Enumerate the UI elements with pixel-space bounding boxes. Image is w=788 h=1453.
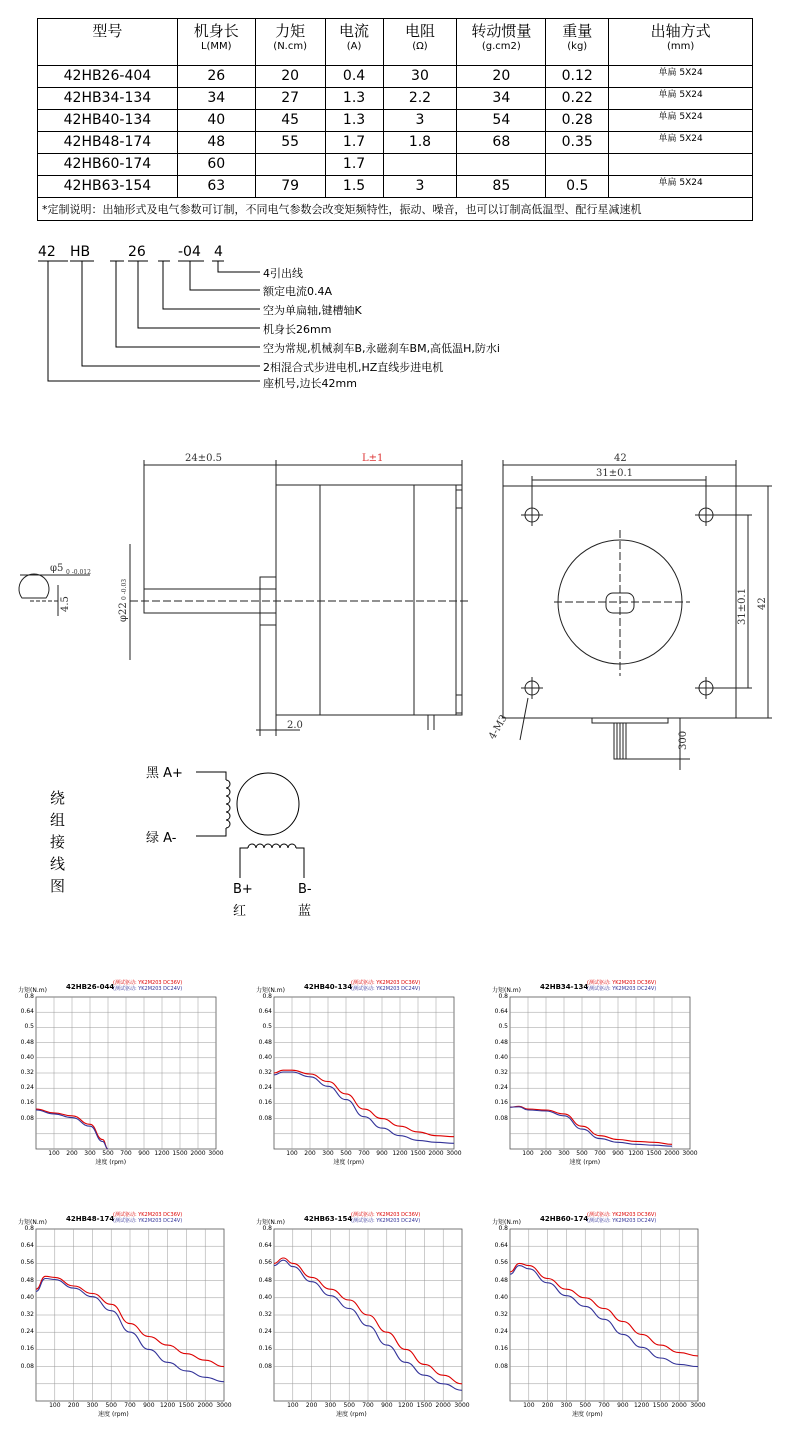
chart-title: 42HB34-134 [540,983,589,991]
x-tick-label: 1500 [646,1150,662,1157]
wiring-diagram [0,760,788,910]
cell: 1.7 [325,132,383,154]
x-tick-label: 300 [560,1402,573,1409]
y-tick-label: 0.64 [494,1008,508,1016]
x-axis-label: 速度 (rpm) [95,1159,127,1166]
dim-flat: 4.5 [60,596,71,612]
cell: 54 [457,110,546,132]
y-tick-label: 0.16 [20,1099,34,1107]
cell: 1.8 [383,132,457,154]
chart-ytitle: 力矩(N.m) [256,1219,285,1226]
chart-title: 42HB48-174 [66,1215,115,1223]
x-tick-label: 3000 [454,1402,470,1409]
motor-body-side [276,485,462,715]
cell: 3 [383,110,457,132]
x-tick-label: 1200 [633,1402,650,1409]
y-tick-label: 0.64 [258,1242,272,1250]
y-tick-label: 0.16 [494,1345,508,1353]
chart-ytitle: 力矩(N.m) [18,1219,47,1226]
y-tick-label: 0.32 [20,1311,34,1318]
y-tick-label: 0.32 [258,1069,272,1076]
y-tick-label: 0.64 [258,1008,272,1016]
y-tick-label: 0.8 [498,993,508,1000]
y-tick-label: 0.40 [494,1293,508,1301]
cell: 0.22 [546,88,609,110]
dim-height: 42 [757,597,768,610]
code-legend-item: 座机号,边长42mm [263,377,357,390]
y-tick-label: 0.24 [20,1328,34,1336]
wiring-title: 绕组接线图 [50,789,66,895]
y-tick-label: 0.08 [494,1114,508,1122]
cell: 68 [457,132,546,154]
code-leader-lines [0,0,300,150]
x-tick-label: 900 [376,1150,388,1157]
x-axis-label: 速度 (rpm) [98,1411,129,1418]
chart-plot [256,1215,464,1425]
chart-ytitle: 力矩(N.m) [492,987,521,994]
x-tick-label: 100 [287,1402,299,1409]
y-tick-label: 0.5 [24,1023,34,1031]
legend-blue: (测试驱动: YK2M203 DC24V) [351,986,421,992]
x-tick-label: 200 [66,1150,78,1157]
code-legend-item: 空为常规,机械刹车B,永磁刹车BM,高低温H,防水i [263,342,500,355]
x-axis-label: 速度 (rpm) [336,1411,367,1418]
y-tick-label: 0.24 [258,1328,272,1336]
chart-plot [492,1215,700,1425]
dim-holes: 4-M3 [487,713,510,742]
cell-model: 42HB26-404 [38,66,178,88]
x-tick-label: 100 [523,1402,535,1409]
cell: 26 [177,66,255,88]
y-tick-label: 0.48 [20,1038,34,1046]
x-tick-label: 1200 [628,1150,644,1157]
motor-drawing [0,440,788,780]
x-tick-label: 700 [362,1402,374,1409]
x-tick-label: 3000 [208,1150,224,1157]
cell-shaft [609,154,753,176]
dim-boss: φ22 [118,602,129,622]
wire-b-plus: B+ [233,882,253,897]
x-tick-label: 700 [594,1150,606,1157]
y-tick-label: 0.08 [494,1362,508,1370]
x-axis-label: 速度 (rpm) [333,1159,365,1166]
x-axis-label: 速度 (rpm) [572,1411,603,1418]
code-part-leads: 4 [214,244,223,260]
x-tick-label: 300 [322,1150,334,1157]
header-cell: 力矩 (N.cm) [255,19,325,66]
y-tick-label: 0.64 [20,1242,34,1250]
cell: 20 [457,66,546,88]
torque-chart [18,980,224,1173]
dim-shaft-length: 24±0.5 [185,453,223,464]
legend-blue: (测试驱动: YK2M203 DC24V) [351,1218,421,1224]
torque-chart [256,1212,470,1425]
y-tick-label: 0.8 [24,1225,34,1232]
dim-width: 42 [614,453,627,464]
code-part-current: -04 [178,244,201,260]
x-tick-label: 2000 [435,1402,451,1409]
x-tick-label: 3000 [690,1402,706,1409]
wire-a-minus: 绿 A- [146,831,177,846]
x-tick-label: 500 [340,1150,352,1157]
legend-blue: (测试驱动: YK2M203 DC24V) [587,1218,657,1224]
y-tick-label: 0.16 [494,1099,508,1107]
x-tick-label: 1200 [392,1150,408,1157]
x-tick-label: 1500 [410,1150,426,1157]
x-tick-label: 1200 [159,1402,176,1409]
dim-hole-pitch: 31±0.1 [596,468,634,479]
torque-chart [492,1212,706,1425]
chart-ytitle: 力矩(N.m) [492,1219,521,1226]
chart-ytitle: 力矩(N.m) [18,987,47,994]
x-tick-label: 200 [305,1402,318,1409]
cell-model: 42HB40-134 [38,110,178,132]
cell-model: 42HB48-174 [38,132,178,154]
torque-chart [492,980,698,1173]
y-tick-label: 0.24 [494,1328,508,1336]
cell: 60 [177,154,255,176]
x-tick-label: 500 [579,1402,591,1409]
x-tick-label: 1500 [416,1402,433,1409]
header-cell: 转动惯量 (g.cm2) [457,19,546,66]
y-tick-label: 0.32 [258,1311,272,1318]
x-tick-label: 100 [49,1402,61,1409]
y-tick-label: 0.48 [20,1276,34,1284]
y-tick-label: 0.16 [20,1345,34,1353]
x-tick-label: 500 [576,1150,588,1157]
cell: 0.28 [546,110,609,132]
x-tick-label: 2000 [190,1150,206,1157]
x-tick-label: 3000 [446,1150,462,1157]
legend-red: (测试驱动: YK2M203 DC36V) [587,1212,657,1218]
x-tick-label: 200 [304,1150,316,1157]
code-part-length: 26 [128,244,146,260]
chart-title: 42HB26-044 [66,983,115,991]
y-tick-label: 0.56 [494,1259,508,1267]
torque-chart [256,980,462,1173]
x-tick-label: 700 [124,1402,136,1409]
cell-model: 42HB60-174 [38,154,178,176]
y-tick-label: 0.32 [494,1069,508,1076]
wire-b-minus-color: 蓝 [298,904,312,919]
y-tick-label: 0.5 [498,1023,508,1031]
y-tick-label: 0.08 [258,1362,272,1370]
cell: 0.4 [325,66,383,88]
series-line [510,1107,672,1146]
header-cell: 重量 (kg) [546,19,609,66]
y-tick-label: 0.40 [494,1053,508,1061]
cell: 20 [255,66,325,88]
x-tick-label: 1500 [178,1402,195,1409]
x-tick-label: 500 [105,1402,117,1409]
chart-title: 42HB60-174 [540,1215,589,1223]
x-tick-label: 1500 [652,1402,669,1409]
x-tick-label: 900 [612,1150,624,1157]
cell: 1.3 [325,88,383,110]
y-tick-label: 0.16 [258,1099,272,1107]
wire-b-minus: B- [298,882,312,897]
cell: 0.35 [546,132,609,154]
y-tick-label: 0.56 [20,1259,34,1267]
x-tick-label: 100 [286,1150,298,1157]
y-tick-label: 0.5 [262,1023,272,1031]
dim-lead-length: 300 [678,730,689,750]
cell: 27 [255,88,325,110]
y-tick-label: 0.40 [20,1293,34,1301]
y-tick-label: 0.8 [498,1225,508,1232]
x-tick-label: 100 [48,1150,60,1157]
wire-a-plus: 黑 A+ [146,766,183,781]
cell [546,154,609,176]
dim-body-length: L±1 [362,453,384,464]
y-tick-label: 0.64 [494,1242,508,1250]
y-tick-label: 0.48 [494,1276,508,1284]
rotor-circle [237,773,299,835]
y-tick-label: 0.40 [258,1053,272,1061]
y-tick-label: 0.40 [20,1053,34,1061]
cell-shaft: 单扁 5X24 [609,66,753,88]
cell: 85 [457,176,546,198]
cell: 1.5 [325,176,383,198]
x-tick-label: 500 [343,1402,355,1409]
x-tick-label: 3000 [682,1150,698,1157]
table-row [38,154,753,176]
cell: 40 [177,110,255,132]
chart-plot [18,1215,226,1425]
legend-red: (测试驱动: YK2M203 DC36V) [587,980,657,986]
legend-red: (测试驱动: YK2M203 DC36V) [113,1212,183,1218]
header-cell: 电流 (A) [325,19,383,66]
x-tick-label: 700 [358,1150,370,1157]
y-tick-label: 0.08 [20,1362,34,1370]
cell: 48 [177,132,255,154]
x-tick-label: 900 [381,1402,393,1409]
x-tick-label: 2000 [671,1402,687,1409]
cell-shaft: 单扁 5X24 [609,110,753,132]
x-tick-label: 900 [138,1150,150,1157]
header-cell: 电阻 (Ω) [383,19,457,66]
dim-boss-height: 2.0 [287,720,303,731]
dim-hole-pitch-v: 31±0.1 [737,587,748,625]
code-legend-item: 机身长26mm [263,323,332,336]
table-row [38,176,753,198]
legend-red: (测试驱动: YK2M203 DC36V) [351,1212,421,1218]
cell: 2.2 [383,88,457,110]
x-tick-label: 300 [324,1402,337,1409]
x-tick-label: 700 [120,1150,132,1157]
y-tick-label: 0.64 [20,1008,34,1016]
y-tick-label: 0.8 [24,993,34,1000]
x-tick-label: 900 [143,1402,155,1409]
x-tick-label: 900 [617,1402,629,1409]
legend-blue: (测试驱动: YK2M203 DC24V) [113,986,183,992]
cell-shaft: 单扁 5X24 [609,132,753,154]
y-tick-label: 0.08 [258,1114,272,1122]
cell: 45 [255,110,325,132]
code-legend-item: 空为单扁轴,键槽轴K [263,304,362,317]
cell [255,154,325,176]
cell-shaft: 单扁 5X24 [609,176,753,198]
header-cell: 出轴方式 (mm) [609,19,753,66]
y-tick-label: 0.24 [258,1084,272,1092]
cell: 1.7 [325,154,383,176]
y-tick-label: 0.24 [494,1084,508,1092]
chart-plot [492,983,692,1173]
cell-shaft: 单扁 5X24 [609,88,753,110]
x-axis-label: 速度 (rpm) [569,1159,601,1166]
cell: 0.5 [546,176,609,198]
y-tick-label: 0.32 [494,1311,508,1318]
legend-red: (测试驱动: YK2M203 DC36V) [113,980,183,986]
code-part-frame: 42 [38,244,56,260]
y-tick-label: 0.56 [258,1259,272,1267]
y-tick-label: 0.48 [258,1038,272,1046]
cell: 30 [383,66,457,88]
chart-ytitle: 力矩(N.m) [256,987,285,994]
y-tick-label: 0.48 [494,1038,508,1046]
chart-title: 42HB40-134 [304,983,353,991]
custom-note: *定制说明：出轴形式及电气参数可订制，不同电气参数会改变矩频特性，振动、噪音，也可以订制高低温型、配行星减速机 [38,198,753,221]
cell: 34 [177,88,255,110]
torque-chart [18,1212,232,1425]
header-cell: 机身长 L(MM) [177,19,255,66]
code-legend-item: 额定电流0.4A [263,285,333,298]
y-tick-label: 0.40 [258,1293,272,1301]
x-tick-label: 2000 [664,1150,680,1157]
x-tick-label: 2000 [197,1402,213,1409]
cell [383,154,457,176]
cell: 1.3 [325,110,383,132]
dim-shaft-dia: φ5 [50,563,64,574]
x-tick-label: 3000 [216,1402,232,1409]
cell: 79 [255,176,325,198]
y-tick-label: 0.8 [262,1225,272,1232]
x-tick-label: 700 [598,1402,610,1409]
cell: 63 [177,176,255,198]
legend-blue: (测试驱动: YK2M203 DC24V) [113,1218,183,1224]
chart-plot [18,983,218,1173]
cell: 3 [383,176,457,198]
table-note-row [38,198,753,221]
x-tick-label: 1200 [154,1150,170,1157]
cell: 55 [255,132,325,154]
cell [457,154,546,176]
cell-model: 42HB63-154 [38,176,178,198]
x-tick-label: 200 [67,1402,80,1409]
x-tick-label: 2000 [428,1150,444,1157]
series-line [510,1106,672,1144]
cell-model: 42HB34-134 [38,88,178,110]
x-tick-label: 1200 [397,1402,414,1409]
x-tick-label: 200 [541,1402,554,1409]
code-part-type: HB [70,244,91,260]
y-tick-label: 0.08 [20,1114,34,1122]
legend-red: (测试驱动: YK2M203 DC36V) [351,980,421,986]
y-tick-label: 0.24 [20,1084,34,1092]
code-legend-item: 4引出线 [263,267,303,280]
x-tick-label: 500 [102,1150,114,1157]
y-tick-label: 0.16 [258,1345,272,1353]
wire-b-plus-color: 红 [233,904,247,919]
y-tick-label: 0.32 [20,1069,34,1076]
dim-shaft-tol: 0 -0.012 [66,569,91,576]
x-tick-label: 1500 [172,1150,188,1157]
legend-blue: (测试驱动: YK2M203 DC24V) [587,986,657,992]
x-tick-label: 300 [86,1402,99,1409]
code-legend-item: 2相混合式步进电机,HZ直线步进电机 [263,361,444,374]
x-tick-label: 200 [540,1150,552,1157]
chart-plot [256,983,456,1173]
cell: 0.12 [546,66,609,88]
x-tick-label: 300 [84,1150,96,1157]
x-tick-label: 100 [522,1150,534,1157]
header-cell: 型号 [38,19,178,66]
y-tick-label: 0.8 [262,993,272,1000]
dim-boss-tol: 0 -0.03 [121,578,128,600]
cell: 34 [457,88,546,110]
x-tick-label: 300 [558,1150,570,1157]
chart-title: 42HB63-154 [304,1215,353,1223]
y-tick-label: 0.48 [258,1276,272,1284]
